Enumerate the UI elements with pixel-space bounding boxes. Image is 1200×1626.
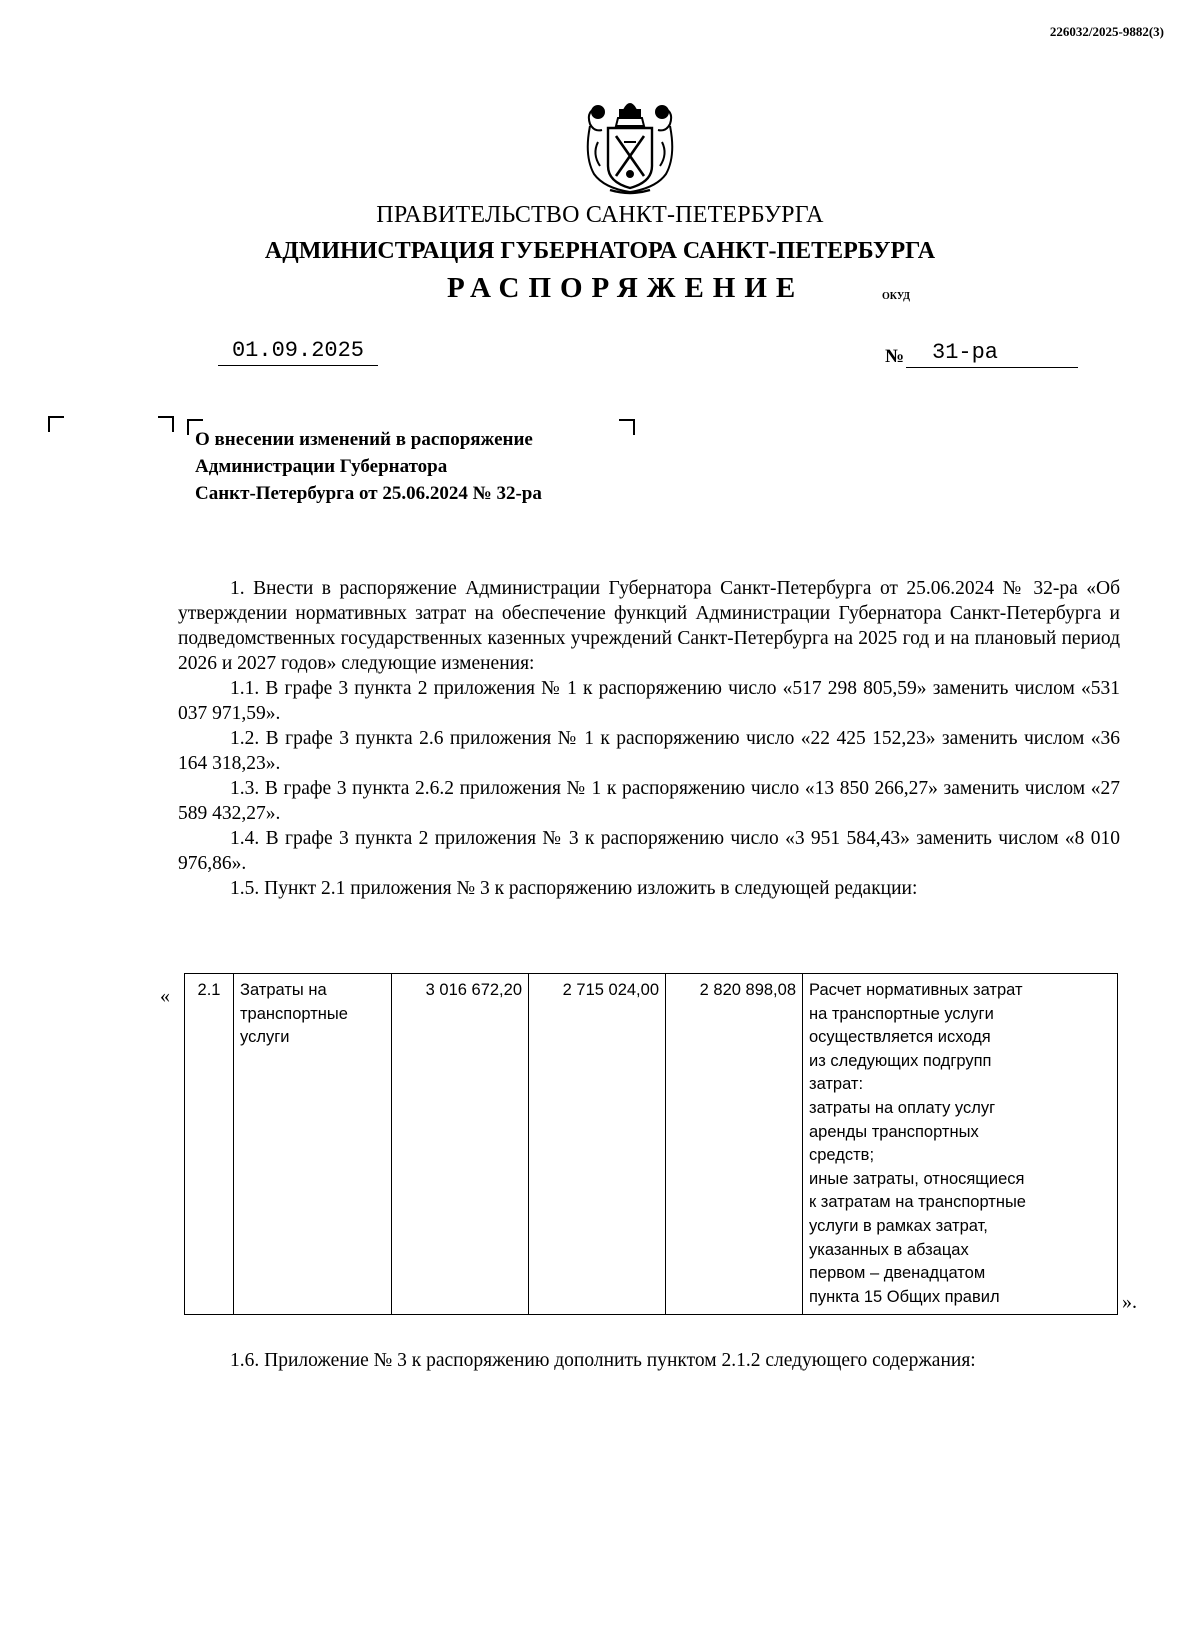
- row-name-cell: Затраты на транспортные услуги: [234, 974, 392, 1315]
- document-number-field: [906, 340, 1078, 368]
- paragraph-1-1: 1.1. В графе 3 пункта 2 приложения № 1 к распоряжению число «517 298 805,59» заменить числом «531 037 971,59».: [178, 678, 1120, 724]
- amendment-table: [184, 973, 1118, 1315]
- value-2026-cell: 2 715 024,00: [529, 974, 666, 1315]
- description-line: пункта 15 Общих правил: [809, 1287, 1000, 1306]
- subject-bracket-right: [619, 419, 635, 435]
- subject-line: Администрации Губернатора: [195, 456, 448, 477]
- subject-line: Санкт-Петербурга от 25.06.2024 № 32-ра: [195, 483, 542, 504]
- description-line: первом – двенадцатом: [809, 1264, 986, 1283]
- subject-bracket-left-outer: [158, 416, 174, 432]
- table-close-quote: ».: [1122, 1291, 1137, 1313]
- document-body-continued: [178, 1346, 1120, 1375]
- description-line: на транспортные услуги: [809, 1004, 994, 1023]
- description-line: аренды транспортных: [809, 1122, 979, 1141]
- number-sign-label: №: [885, 346, 905, 367]
- description-line: указанных в абзацах: [809, 1240, 969, 1259]
- document-date: 01.09.2025: [231, 338, 365, 363]
- table-row: [185, 974, 1118, 1315]
- description-line: затраты на оплату услуг: [809, 1098, 996, 1117]
- administration-title: АДМИНИСТРАЦИЯ ГУБЕРНАТОРА САНКТ-ПЕТЕРБУРГА: [264, 238, 936, 264]
- description-line: к затратам на транспортные: [809, 1193, 1026, 1212]
- description-line: из следующих подгрупп: [809, 1051, 992, 1070]
- document-subject: [195, 426, 542, 507]
- document-number: 31-ра: [932, 340, 999, 365]
- description-line: средств;: [809, 1146, 875, 1165]
- row-number-cell: 2.1: [185, 974, 234, 1315]
- coat-of-arms-emblem: [574, 96, 686, 196]
- description-line: иные затраты, относящиеся: [809, 1169, 1025, 1188]
- paragraph-1-4: 1.4. В графе 3 пункта 2 приложения № 3 к распоряжению число «3 951 584,43» заменить числом «8 010 976,86».: [178, 828, 1120, 874]
- paragraph-1-6: 1.6. Приложение № 3 к распоряжению дополнить пунктом 2.1.2 следующего содержания:: [230, 1350, 976, 1371]
- margin-corner-mark: [48, 416, 64, 432]
- subject-line: О внесении изменений в распоряжение: [195, 429, 533, 450]
- description-line: услуги в рамках затрат,: [809, 1216, 988, 1235]
- description-line: осуществляется исходя: [809, 1028, 991, 1047]
- document-registration-code: 226032/2025-9882(3): [1049, 24, 1164, 39]
- okud-label: ОКУД: [882, 291, 911, 302]
- description-line: затрат:: [809, 1075, 864, 1094]
- paragraph-1-2: 1.2. В графе 3 пункта 2.6 приложения № 1 к распоряжению число «22 425 152,23» заменить числом «36 164 318,23».: [178, 728, 1120, 774]
- paragraph-1-5: 1.5. Пункт 2.1 приложения № 3 к распоряжению изложить в следующей редакции:: [230, 878, 918, 899]
- paragraph-1-3: 1.3. В графе 3 пункта 2.6.2 приложения № 1 к распоряжению число «13 850 266,27» заменить числом «27 589 432,27».: [178, 778, 1120, 824]
- document-type-heading: РАСПОРЯЖЕНИЕ: [447, 272, 805, 304]
- value-2027-cell: 2 820 898,08: [666, 974, 803, 1315]
- government-title: ПРАВИТЕЛЬСТВО САНКТ-ПЕТЕРБУРГА: [376, 202, 824, 228]
- document-body: [178, 576, 1120, 901]
- document-date-field: [218, 338, 378, 366]
- value-2025-cell: 3 016 672,20: [392, 974, 529, 1315]
- description-cell: [803, 974, 1118, 1315]
- paragraph-1: 1. Внести в распоряжение Администрации Губернатора Санкт-Петербурга от 25.06.2024 № 32-ра «Об утверждении нормативных затрат на обеспечение функций Администрации Губернатора Санкт-Петербурга и подведомственных государственных казенных учреждений Санкт-Петербурга на 2025 год и на плановый период 2026 и 2027 годов» следующие изменения:: [178, 578, 1120, 674]
- table-open-quote: «: [160, 985, 170, 1007]
- description-line: Расчет нормативных затрат: [809, 981, 1023, 999]
